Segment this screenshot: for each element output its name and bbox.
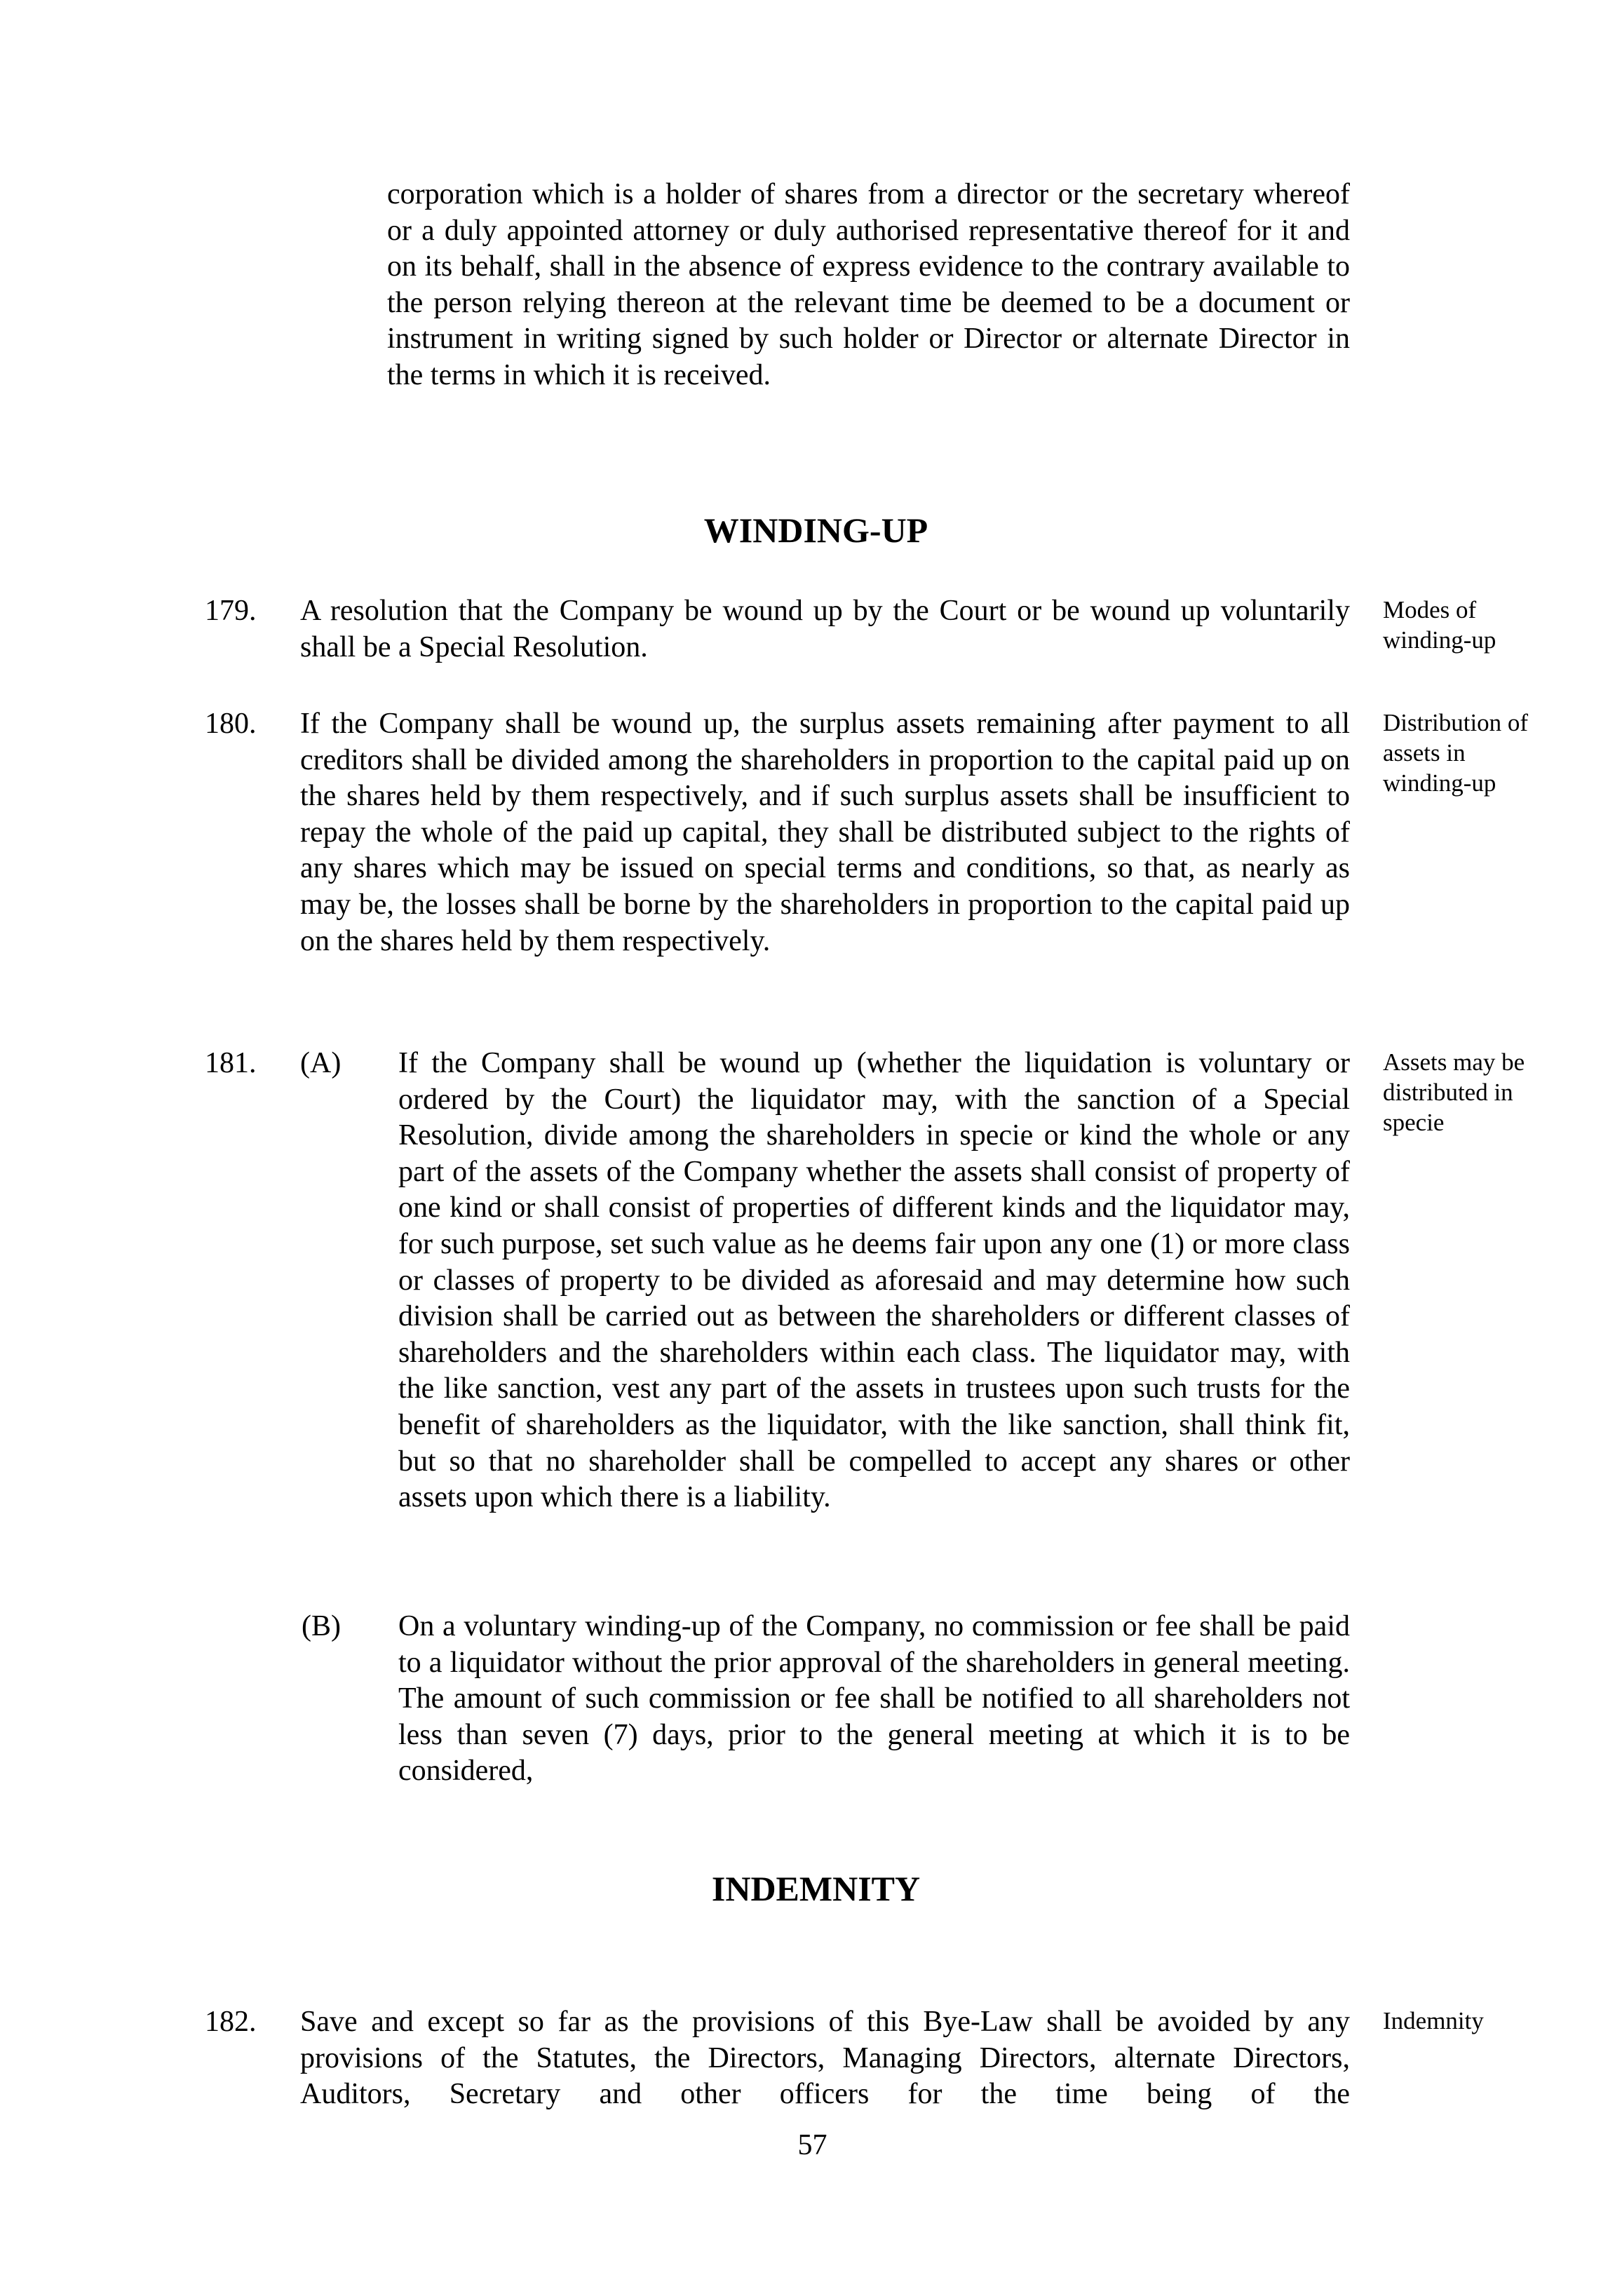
clause-181a-text: If the Company shall be wound up (whether the liquidation is voluntary or ordered by the Court) the liquidator may, with the sanction of a Special Resolution, divide among the shareholders in specie or kind the whole or any part of the assets of the Company whether the assets shall consist of property of one kind or shall consist of properties of different kinds and the liquidator may, for such purpose, set such value as he deems fair upon any one (1) or more class or classes of property to be divided as aforesaid and may determine how such division shall be carried out as between the shareholders or different classes of shareholders and the shareholders within each class. The liquidator may, with the like sanction, vest any part of the assets in trustees upon such trusts for the benefit of shareholders as the liquidator, with the like sanction, shall think fit, but so that no shareholder shall be compelled to accept any shares or other assets upon which there is a liability. bbox=[398, 1047, 1350, 1514]
page-number: 57 bbox=[797, 2129, 827, 2161]
section-heading-indemnity: INDEMNITY bbox=[711, 1869, 921, 1908]
margin-note-modes-of-winding-up: Modes of winding-up bbox=[1383, 596, 1496, 654]
margin-note-indemnity: Indemnity bbox=[1383, 2007, 1484, 2034]
section-heading-winding-up: WINDING-UP bbox=[703, 511, 928, 550]
clause-number-182: 182. bbox=[205, 2006, 257, 2038]
clause-179-text: A resolution that the Company be wound up by the Court or be wound up voluntarily shall be a Special Resolution. bbox=[300, 595, 1350, 663]
subclause-label-a: (A) bbox=[300, 1047, 342, 1079]
clause-182-text: Save and except so far as the provisions of this Bye-Law shall be avoided by any provisions of the Statutes, the Directors, Managing Directors, alternate Directors, Auditors, Secretary and other officers for the time being of the bbox=[300, 2006, 1350, 2111]
clause-180-text: If the Company shall be wound up, the surplus assets remaining after payment to all creditors shall be divided among the shareholders in proportion to the capital paid up on the shares held by them respectively, and if such surplus assets shall be insufficient to repay the whole of the paid up capital, they shall be distributed subject to the rights of any shares which may be issued on special terms and conditions, so that, as nearly as may be, the losses shall be borne by the shareholders in proportion to the capital paid up on the shares held by them respectively. bbox=[300, 708, 1350, 957]
subclause-label-b: (B) bbox=[302, 1610, 341, 1642]
margin-note-distribution-of-assets: Distribution of assets in winding-up bbox=[1383, 709, 1529, 797]
clause-181b-text: On a voluntary winding-up of the Company, no commission or fee shall be paid to a liquidator without the prior approval of the shareholders in general meeting. The amount of such commission or fee shall be notified to all shareholders not less than seven (7) days, prior to the general meeting at which it is to be considered, bbox=[398, 1610, 1350, 1788]
clause-number-180: 180. bbox=[205, 708, 257, 740]
clause-number-179: 179. bbox=[205, 595, 257, 627]
continuation-paragraph: corporation which is a holder of shares from a director or the secretary whereof or a duly appointed attorney or duly authorised representative thereof for it and on its behalf, shall in the absence of express evidence to the contrary available to the person relying thereon at the relevant time be deemed to be a document or instrument in writing signed by such holder or Director or alternate Director in the terms in which it is received. bbox=[387, 178, 1350, 391]
clause-number-181: 181. bbox=[205, 1047, 257, 1079]
margin-note-assets-in-specie: Assets may be distributed in specie bbox=[1383, 1048, 1525, 1136]
